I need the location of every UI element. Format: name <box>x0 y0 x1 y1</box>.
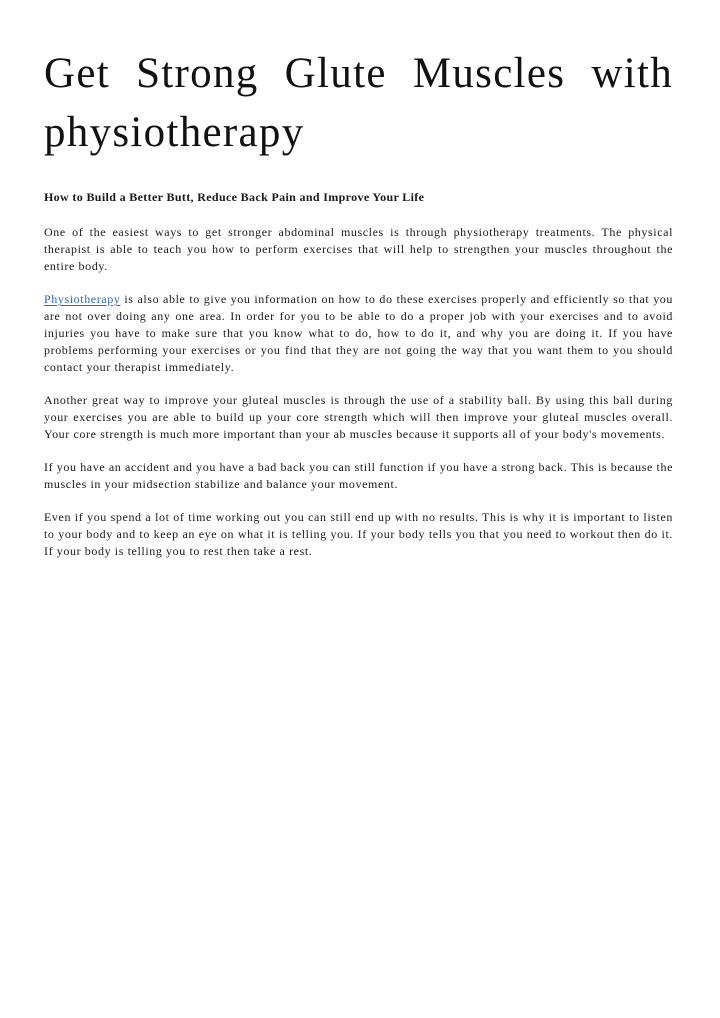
page-title: Get Strong Glute Muscles with physiotherapy <box>44 50 673 156</box>
paragraph-5: Even if you spend a lot of time working out you can still end up with no results. This is why it is important to listen to your body and to keep an eye on what it is telling you. If your body tells you that you need to workout then do it. If your body is telling you to rest then take a rest. <box>44 510 673 558</box>
document-page <box>44 44 673 560</box>
paragraph-2-text: is also able to give you information on how to do these exercises properly and efficiently so that you are not over doing any one area. In order for you to be able to do a proper job with your exercises and to avoid injuries you have to make sure that you know what to do, how to do it, and why you are doing it. If you have problems performing your exercises or you find that they are not going the way that you want them to you should contact your therapist immediately. <box>44 292 673 374</box>
paragraph-2 <box>44 291 673 376</box>
paragraph-4: If you have an accident and you have a bad back you can still function if you have a strong back. This is because the muscles in your midsection stabilize and balance your movement. <box>44 460 673 491</box>
paragraph-3: Another great way to improve your gluteal muscles is through the use of a stability ball. By using this ball during your exercises you are able to build up your core strength which will then improve your gluteal muscles overall. Your core strength is much more important than your ab muscles because it supports all of your body's movements. <box>44 393 673 441</box>
article-subtitle: How to Build a Better Butt, Reduce Back Pain and Improve Your Life <box>44 190 425 204</box>
physiotherapy-link[interactable]: Physiotherapy <box>44 292 121 306</box>
paragraph-1: One of the easiest ways to get stronger abdominal muscles is through physiotherapy treatments. The physical therapist is able to teach you how to perform exercises that will help to strengthen your muscles throughout the entire body. <box>44 225 673 273</box>
